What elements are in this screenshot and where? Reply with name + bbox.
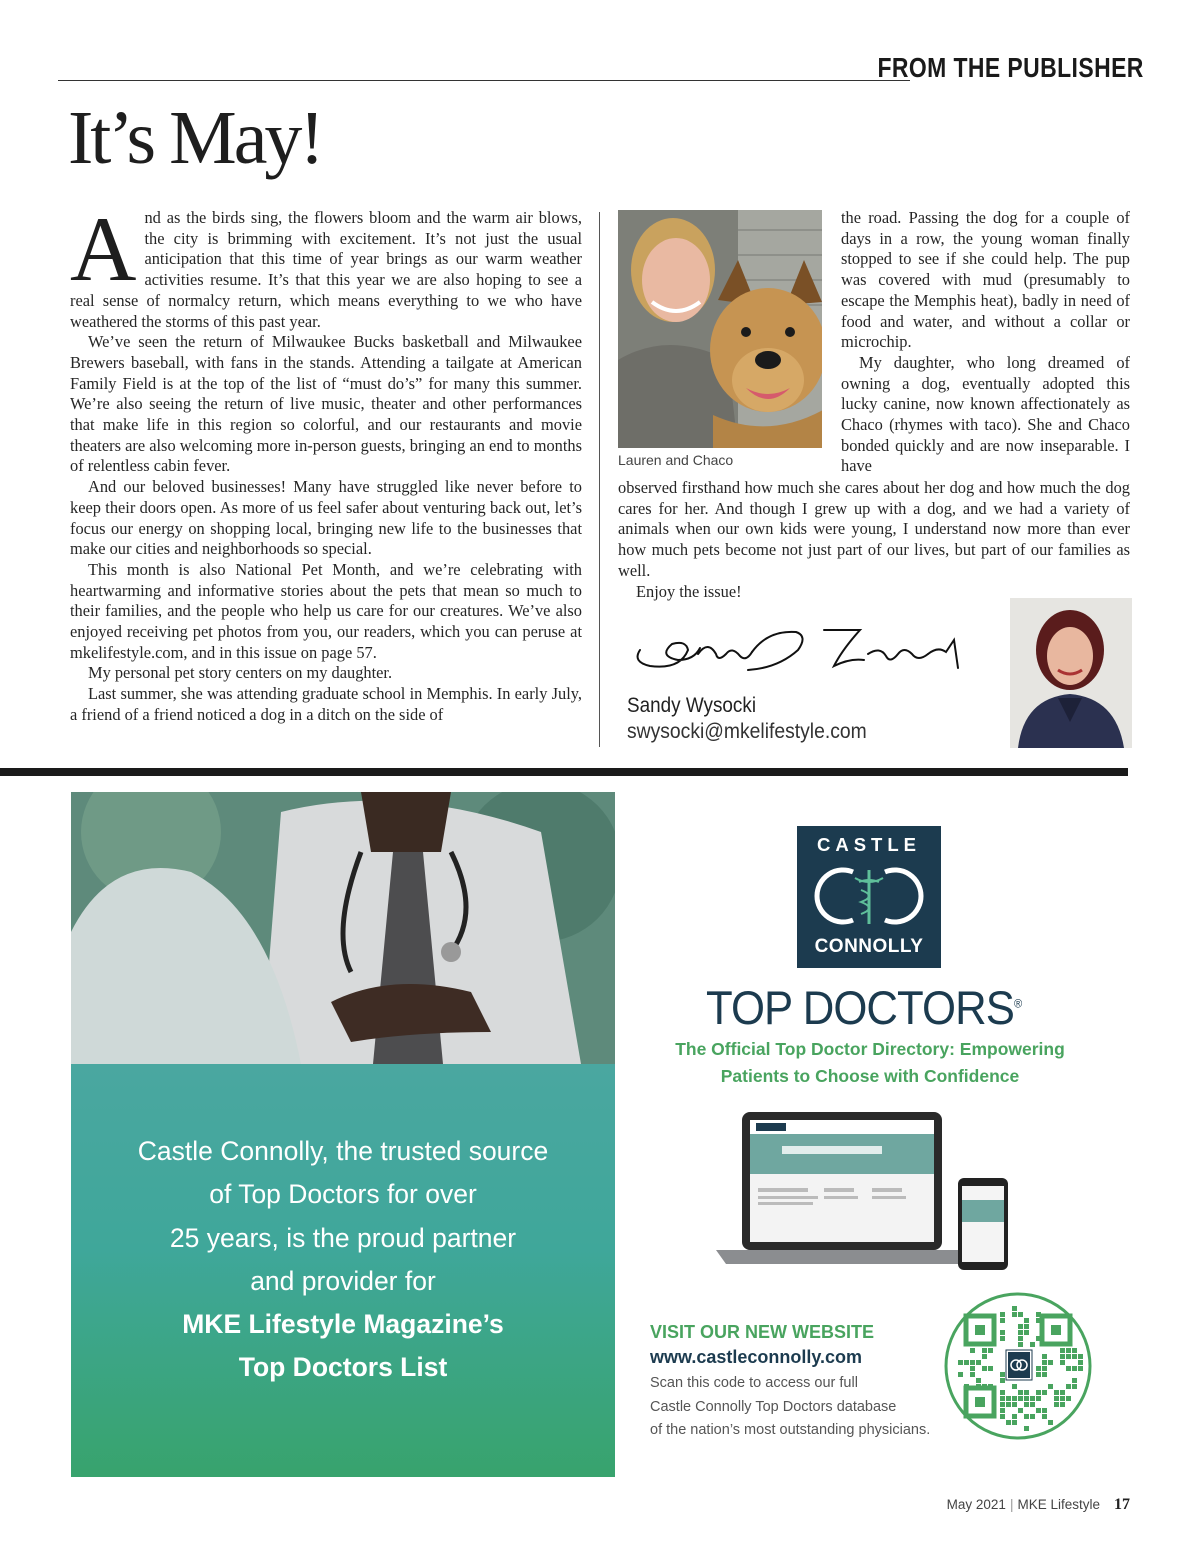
qr-module — [1078, 1354, 1083, 1359]
qr-module — [1000, 1378, 1005, 1383]
qr-module — [970, 1372, 975, 1377]
qr-module — [1000, 1408, 1005, 1413]
qr-module — [1006, 1402, 1011, 1407]
article-paragraph: the road. Passing the dog for a couple of days in a row, the young woman finally stopped to see if she could help. The pup was covered with mud (presumably to escape the Memphis heat), badly in need of food and water, and without a collar or microchip. — [841, 208, 1130, 352]
page-number: 17 — [1114, 1496, 1130, 1513]
ad-line-bold: MKE Lifestyle Magazine’s — [182, 1309, 504, 1340]
qr-module — [1060, 1390, 1065, 1395]
ad-line: Castle Connolly, the trusted source — [137, 1136, 549, 1166]
qr-module — [1072, 1348, 1077, 1353]
article-column-left — [70, 198, 582, 726]
qr-code-icon[interactable] — [944, 1292, 1092, 1440]
qr-module — [1018, 1330, 1023, 1335]
qr-module — [1036, 1396, 1041, 1401]
qr-module — [970, 1348, 975, 1353]
article-column-right-bottom — [618, 478, 1130, 602]
qr-module — [1018, 1312, 1023, 1317]
qr-module — [1000, 1318, 1005, 1323]
qr-module — [988, 1348, 993, 1353]
qr-module — [1018, 1390, 1023, 1395]
qr-module — [1030, 1396, 1035, 1401]
qr-module — [1000, 1390, 1005, 1395]
qr-module — [1066, 1366, 1071, 1371]
qr-module — [1000, 1336, 1005, 1341]
qr-module — [1006, 1396, 1011, 1401]
qr-module — [1024, 1324, 1029, 1329]
article-paragraph: My personal pet story centers on my daughter. — [88, 663, 393, 683]
qr-module — [1000, 1312, 1005, 1317]
article-paragraph: Enjoy the issue! — [636, 581, 742, 601]
qr-module — [1024, 1318, 1029, 1323]
qr-module — [1018, 1324, 1023, 1329]
qr-module — [1000, 1330, 1005, 1335]
qr-module — [1024, 1402, 1029, 1407]
ad-message — [91, 1130, 595, 1390]
article-paragraph: nd as the birds sing, the flowers bloom and the warm air blows, the city is brimming with excitement. It’s not just the usual anticipation that this time of year brings as our warm weather activities resume. It’s that this year we are also hoping to see a real sense of normalcy return, which means everything to we who have weathered the storms of this past year. — [70, 208, 582, 331]
qr-module — [1042, 1354, 1047, 1359]
footer-publication: MKE Lifestyle — [1017, 1497, 1100, 1512]
portrait-illustration — [1010, 598, 1132, 748]
qr-module — [1036, 1390, 1041, 1395]
article-paragraph: And our beloved businesses! Many have struggled like never before to keep their doors open. As more of us feel safer about venturing back out, let’s focus our energy on shopping local, bringing new life to the businesses that make our cities and neighborhoods so special. — [70, 477, 582, 559]
logo-text-bottom: CONNOLLY — [814, 936, 924, 957]
qr-module — [1042, 1390, 1047, 1395]
qr-module — [1012, 1402, 1017, 1407]
doctor-illustration — [71, 792, 615, 1064]
qr-module — [1054, 1390, 1059, 1395]
laptop-and-phone-icon — [712, 1108, 1012, 1278]
drop-cap: A — [70, 198, 137, 300]
qr-module — [1000, 1414, 1005, 1419]
qr-module — [982, 1366, 987, 1371]
wordmark-text: TOP DOCTORS — [706, 981, 1014, 1034]
article-paragraph: Last summer, she was attending graduate school in Memphis. In early July, a friend of a friend noticed a dog in a ditch on the side of — [70, 684, 582, 724]
scan-instructions — [650, 1372, 950, 1443]
qr-module — [1072, 1354, 1077, 1359]
scan-line: Scan this code to access our full — [650, 1375, 858, 1391]
qr-module — [1042, 1366, 1047, 1371]
column-divider — [599, 212, 600, 747]
qr-module — [1054, 1396, 1059, 1401]
ad-line: and provider for — [250, 1265, 436, 1296]
photo-caption: Lauren and Chaco — [618, 452, 734, 468]
qr-module — [1072, 1366, 1077, 1371]
qr-module — [1012, 1312, 1017, 1317]
qr-module — [1018, 1336, 1023, 1341]
photo-illustration — [618, 210, 822, 448]
qr-module — [1060, 1396, 1065, 1401]
qr-module — [1042, 1414, 1047, 1419]
ad-green-panel — [71, 1064, 615, 1477]
page-title: It’s May! — [68, 96, 322, 180]
qr-module — [976, 1360, 981, 1365]
qr-module — [988, 1366, 993, 1371]
qr-module — [1036, 1372, 1041, 1377]
qr-module — [1030, 1414, 1035, 1419]
article-paragraph: We’ve seen the return of Milwaukee Bucks basketball and Milwaukee Brewers baseball, with fans in the stands. Attending a tailgate at American Family Field is at the top of the list of “must do’s” for many this summer. We’re also seeing the return of live music, theater and other performances that make life in this region so colorful, and our restaurants and movie theaters are also welcoming more in-person guests, bringing an end to months of relentless cabin fever. — [70, 332, 582, 476]
top-doctors-wordmark — [706, 980, 1022, 1035]
qr-module — [1060, 1348, 1065, 1353]
handwritten-signature — [628, 610, 978, 690]
qr-module — [1042, 1408, 1047, 1413]
qr-module — [1012, 1384, 1017, 1389]
qr-module — [976, 1378, 981, 1383]
section-divider — [0, 768, 1128, 776]
article-paragraph: This month is also National Pet Month, and we’re celebrating with heartwarming and informative stories about the pets that mean so much to their families, and the people who help us care for our creatures. We’ve also enjoyed receiving pet photos from you, our readers, which you can peruse at mkelifestyle.com, and in this issue on page 57. — [70, 559, 582, 662]
page-footer: May 2021 | MKE Lifestyle 17 — [946, 1496, 1130, 1513]
qr-module — [982, 1354, 987, 1359]
footer-date: May 2021 — [946, 1497, 1006, 1512]
qr-module — [1018, 1408, 1023, 1413]
qr-module — [1042, 1372, 1047, 1377]
qr-module — [1060, 1354, 1065, 1359]
qr-module — [1030, 1342, 1035, 1347]
qr-module — [1006, 1420, 1011, 1425]
registered-mark: ® — [1013, 996, 1022, 1011]
ad-line: 25 years, is the proud partner — [169, 1222, 517, 1253]
logo-text-top: CASTLE — [817, 834, 921, 855]
scan-line: of the nation’s most outstanding physicians. — [650, 1422, 931, 1438]
qr-module — [1024, 1330, 1029, 1335]
qr-module — [982, 1348, 987, 1353]
ad-line-bold: Top Doctors List — [238, 1352, 448, 1383]
ad-line: of Top Doctors for over — [209, 1179, 477, 1210]
author-name: Sandy Wysocki — [627, 694, 757, 717]
qr-module — [1012, 1414, 1017, 1419]
qr-module — [1078, 1366, 1083, 1371]
qr-module — [1036, 1408, 1041, 1413]
article-paragraph: observed firsthand how much she cares about her dog and how much the dog cares for her. And though I grew up with a dog, and we had a variety of animals when our own kids were young, I understand now more than ever how much pets become not just part of our lives, but part of our families as well. — [618, 478, 1130, 580]
ad-tagline: The Official Top Doctor Directory: Empowering Patients to Choose with Confidence — [675, 1039, 1065, 1086]
qr-module — [1024, 1426, 1029, 1431]
qr-module — [1036, 1366, 1041, 1371]
qr-module — [1048, 1360, 1053, 1365]
qr-module — [1060, 1360, 1065, 1365]
qr-module — [1030, 1402, 1035, 1407]
header-rule — [58, 80, 910, 81]
qr-module — [1048, 1420, 1053, 1425]
qr-module — [1066, 1354, 1071, 1359]
article-column-right-top — [841, 208, 1130, 477]
article-paragraph: My daughter, who long dreamed of owning a dog, eventually adopted this lucky canine, now known affectionately as Chaco (rhymes with taco). She and Chaco bonded quickly and are now inseparable. I have — [841, 352, 1130, 476]
section-label: FROM THE PUBLISHER — [877, 52, 1144, 83]
ad-doctor-photo — [71, 792, 615, 1064]
qr-module — [1012, 1396, 1017, 1401]
qr-module — [1024, 1390, 1029, 1395]
qr-module — [1000, 1396, 1005, 1401]
qr-module — [958, 1372, 963, 1377]
qr-module — [1012, 1420, 1017, 1425]
qr-module — [1054, 1402, 1059, 1407]
qr-module — [970, 1360, 975, 1365]
qr-module — [958, 1360, 963, 1365]
qr-module — [1042, 1360, 1047, 1365]
photo-lauren-and-chaco — [618, 210, 822, 448]
qr-module — [1012, 1306, 1017, 1311]
author-portrait — [1010, 598, 1132, 748]
qr-module — [1000, 1372, 1005, 1377]
qr-module — [1018, 1342, 1023, 1347]
qr-module — [970, 1366, 975, 1371]
qr-module — [1024, 1414, 1029, 1419]
qr-module — [1066, 1384, 1071, 1389]
qr-module — [1078, 1360, 1083, 1365]
qr-module — [964, 1360, 969, 1365]
qr-module — [1048, 1384, 1053, 1389]
scan-line: Castle Connolly Top Doctors database — [650, 1398, 897, 1415]
author-email[interactable]: swysocki@mkelifestyle.com — [627, 720, 867, 743]
website-link[interactable]: www.castleconnolly.com — [650, 1347, 863, 1367]
qr-module — [1060, 1402, 1065, 1407]
qr-module — [1024, 1396, 1029, 1401]
castle-connolly-logo — [797, 826, 941, 968]
visit-website-label: VISIT OUR NEW WEBSITE — [650, 1322, 875, 1342]
caduceus-icon — [809, 864, 929, 928]
qr-module — [1066, 1396, 1071, 1401]
qr-module — [1072, 1378, 1077, 1383]
qr-module — [1066, 1348, 1071, 1353]
qr-module — [1000, 1402, 1005, 1407]
qr-module — [1018, 1396, 1023, 1401]
qr-module — [1072, 1384, 1077, 1389]
